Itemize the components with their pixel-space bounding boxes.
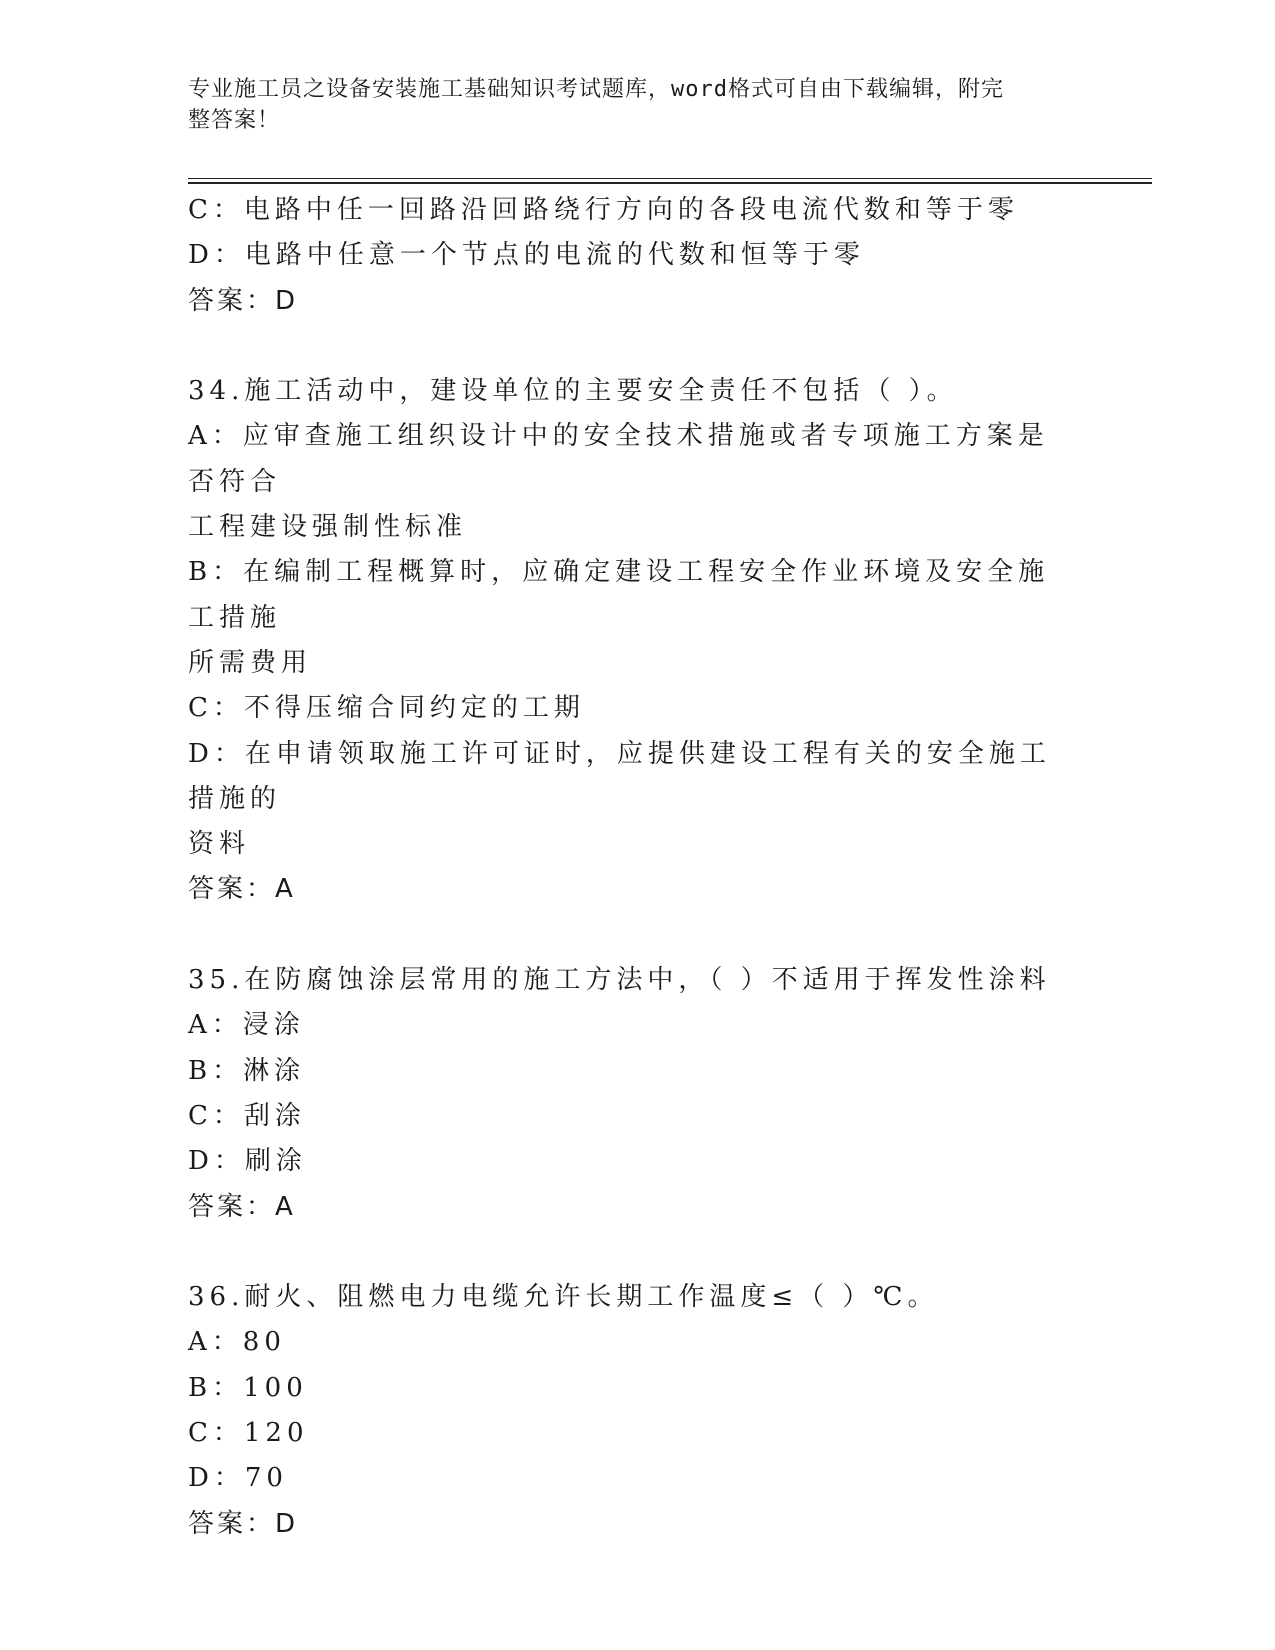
question-34 bbox=[188, 369, 1078, 913]
header-line-2: 整答案！ bbox=[188, 108, 281, 133]
option-a: A：应审查施工组织设计中的安全技术措施或者专项施工方案是否符合 bbox=[188, 421, 1049, 497]
option-b-continued: 所需费用 bbox=[188, 647, 313, 678]
option-d: D：电路中任意一个节点的电流的代数和恒等于零 bbox=[188, 240, 865, 271]
option-c: C：电路中任一回路沿回路绕行方向的各段电流代数和等于零 bbox=[188, 195, 1019, 225]
question-35 bbox=[188, 958, 1078, 1230]
question-text: 36.耐火、阻燃电力电缆允许长期工作温度≤（ ）℃。 bbox=[188, 1282, 939, 1313]
option-a: A：80 bbox=[188, 1327, 286, 1358]
question-content bbox=[188, 188, 1078, 1547]
option-b: B：在编制工程概算时，应确定建设工程安全作业环境及安全施工措施 bbox=[188, 557, 1050, 633]
answer: 答案：D bbox=[188, 285, 299, 316]
option-c: C：不得压缩合同约定的工期 bbox=[188, 693, 585, 724]
option-d: D：70 bbox=[188, 1463, 288, 1494]
header-divider-thin bbox=[188, 178, 1152, 179]
document-header bbox=[188, 74, 1068, 136]
option-c: C：刮涂 bbox=[188, 1100, 306, 1131]
answer: 答案：A bbox=[188, 1191, 296, 1222]
option-d: D：刷涂 bbox=[188, 1146, 307, 1177]
spacer bbox=[188, 1230, 1078, 1275]
option-a-continued: 工程建设强制性标准 bbox=[188, 512, 468, 543]
question-text: 35.在防腐蚀涂层常用的施工方法中，（ ）不适用于挥发性涂料 bbox=[188, 965, 1051, 996]
answer: 答案：D bbox=[188, 1508, 299, 1539]
option-b: B：淋涂 bbox=[188, 1055, 306, 1086]
header-line-1: 专业施工员之设备安装施工基础知识考试题库，word格式可自由下载编辑，附完 bbox=[188, 77, 1004, 102]
question-36 bbox=[188, 1275, 1078, 1547]
answer: 答案：A bbox=[188, 874, 296, 905]
option-a: A：浸涂 bbox=[188, 1010, 305, 1041]
option-d: D：在申请领取施工许可证时，应提供建设工程有关的安全施工措施的 bbox=[188, 738, 1051, 814]
option-b: B：100 bbox=[188, 1372, 308, 1403]
option-c: C：120 bbox=[188, 1418, 309, 1449]
question-text: 34.施工活动中，建设单位的主要安全责任不包括（ ）。 bbox=[188, 376, 958, 407]
question-33-tail bbox=[188, 188, 1078, 324]
option-d-continued: 资料 bbox=[188, 829, 251, 860]
spacer bbox=[188, 324, 1078, 369]
header-divider-thick bbox=[188, 182, 1152, 184]
spacer bbox=[188, 913, 1078, 958]
